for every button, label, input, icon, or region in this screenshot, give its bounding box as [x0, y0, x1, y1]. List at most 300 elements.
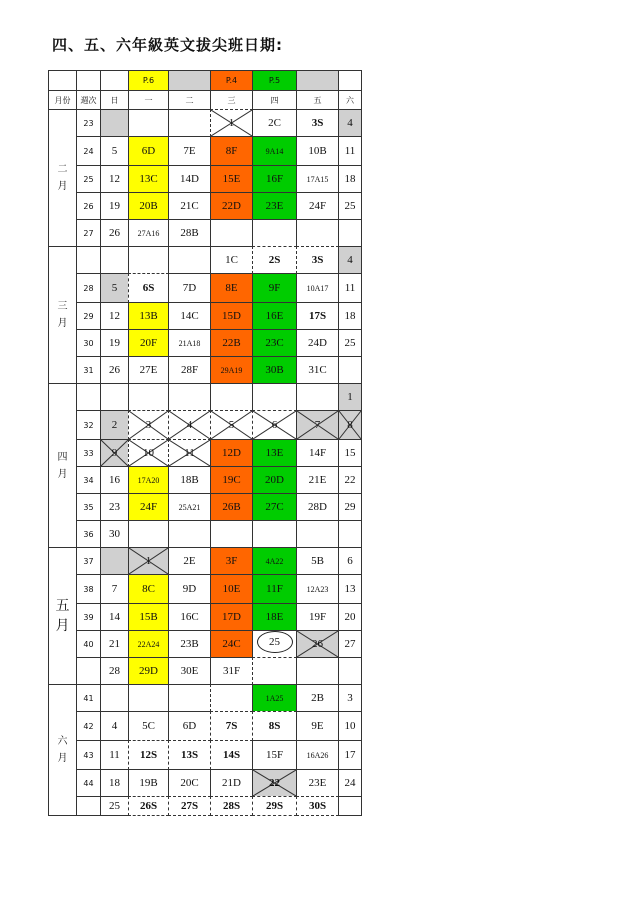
- date-cell: [210, 684, 253, 712]
- date-text: 21: [109, 638, 120, 650]
- date-cell: [338, 439, 362, 467]
- class-header-cell: P.5: [252, 70, 297, 91]
- date-cell: [168, 273, 211, 303]
- date-cell: [100, 383, 129, 411]
- date-cell: [296, 603, 339, 631]
- weekday-header-cell: 五: [296, 90, 339, 110]
- date-cell: [252, 740, 297, 770]
- date-cell: [338, 603, 362, 631]
- date-cell: [296, 192, 339, 220]
- date-text: 11: [184, 447, 195, 459]
- date-text: 4: [347, 254, 353, 266]
- month-label-char: 三: [57, 301, 68, 312]
- date-text: 7: [111, 583, 118, 595]
- week-number-cell: 26: [76, 192, 101, 220]
- date-cell: [296, 383, 339, 411]
- week-number-cell: 38: [76, 574, 101, 604]
- date-text: 14S: [222, 749, 241, 761]
- date-cell: [128, 547, 169, 575]
- date-text: 17: [344, 749, 356, 761]
- date-text: 26: [109, 227, 120, 239]
- date-cell: [128, 603, 169, 631]
- month-label-char: 月: [57, 181, 68, 192]
- date-cell: [252, 574, 297, 604]
- date-cell: [296, 439, 339, 467]
- date-cell: [252, 520, 297, 548]
- date-cell: [168, 657, 211, 685]
- date-cell: [252, 273, 297, 303]
- date-text: 15B: [139, 611, 158, 623]
- date-cell: [296, 219, 339, 247]
- month-label-char: 月: [57, 753, 68, 764]
- class-header-cell: [296, 70, 339, 91]
- date-text: 28: [109, 665, 120, 677]
- date-text: 14C: [180, 310, 199, 322]
- date-cell: [168, 520, 211, 548]
- weekday-header-cell: 一: [128, 90, 169, 110]
- week-number-cell: [76, 796, 101, 816]
- date-cell: [128, 439, 169, 467]
- week-number-cell: [76, 383, 101, 411]
- date-cell: [338, 740, 362, 770]
- date-text: 10A17: [306, 283, 329, 293]
- date-cell: [210, 630, 253, 658]
- date-text: 16C: [180, 611, 199, 623]
- date-text: 7S: [225, 720, 238, 732]
- date-cell: [338, 796, 362, 816]
- date-cell: [296, 520, 339, 548]
- month-label-char: 五: [55, 598, 70, 614]
- date-cell: [100, 740, 129, 770]
- date-cell: [128, 410, 169, 440]
- date-text: 17A15: [306, 174, 329, 184]
- date-text: 23: [109, 501, 120, 513]
- week-number-cell: 33: [76, 439, 101, 467]
- date-cell: [252, 439, 297, 467]
- date-text: 20C: [180, 777, 199, 789]
- date-cell: [210, 547, 253, 575]
- date-cell: [168, 302, 211, 330]
- date-cell: [296, 493, 339, 521]
- date-cell: [252, 796, 297, 816]
- date-cell: [100, 273, 129, 303]
- date-text: 19F: [308, 611, 327, 623]
- month-label: [48, 547, 77, 685]
- month-label-char: 四: [57, 451, 68, 463]
- week-number-cell: 34: [76, 466, 101, 494]
- date-cell: [210, 657, 253, 685]
- date-cell: [128, 302, 169, 330]
- week-number-cell: [76, 246, 101, 274]
- date-text: 11: [344, 145, 356, 157]
- week-number-cell: 29: [76, 302, 101, 330]
- date-cell: [252, 630, 297, 658]
- date-text: 9D: [182, 583, 197, 595]
- date-cell: [338, 246, 362, 274]
- date-text: 12D: [222, 447, 241, 459]
- date-cell: [210, 740, 253, 770]
- date-text: 5: [111, 145, 118, 157]
- month-label-char: 二: [57, 164, 68, 175]
- date-text: 12S: [139, 749, 158, 761]
- date-text: 4: [186, 419, 193, 431]
- date-text: 2C: [268, 117, 281, 129]
- date-text: 28S: [222, 800, 241, 812]
- date-cell: [128, 246, 169, 274]
- date-text: 6: [347, 555, 353, 567]
- date-cell: [338, 410, 362, 440]
- date-text: 1: [145, 555, 152, 567]
- week-number-cell: 31: [76, 356, 101, 384]
- week-number-cell: 40: [76, 630, 101, 658]
- class-header-cell: [338, 70, 362, 91]
- date-cell: [338, 165, 362, 193]
- date-text: 19B: [139, 777, 158, 789]
- date-text: 18: [344, 310, 356, 322]
- date-cell: [168, 574, 211, 604]
- date-cell: [252, 356, 297, 384]
- date-cell: [168, 684, 211, 712]
- week-number-cell: 39: [76, 603, 101, 631]
- date-cell: [128, 769, 169, 797]
- week-number-cell: 27: [76, 219, 101, 247]
- date-cell: [168, 246, 211, 274]
- date-text: 7: [314, 419, 321, 431]
- date-text: 31C: [308, 364, 327, 376]
- date-text: 23E: [265, 200, 284, 212]
- date-cell: [128, 329, 169, 357]
- date-text: 2S: [268, 254, 281, 266]
- date-cell: [296, 574, 339, 604]
- date-cell: [210, 466, 253, 494]
- date-cell: [100, 246, 129, 274]
- date-text: 9A14: [265, 146, 284, 156]
- date-text: 4: [347, 117, 353, 129]
- date-text: 14: [109, 611, 120, 623]
- date-text: 15: [344, 447, 356, 459]
- date-cell: [168, 356, 211, 384]
- date-cell: [210, 273, 253, 303]
- date-text: 12: [109, 310, 120, 322]
- date-cell: [296, 769, 339, 797]
- date-text: 9E: [311, 720, 324, 732]
- date-cell: [252, 302, 297, 330]
- date-text: 16E: [265, 310, 284, 322]
- month-label-char: 月: [57, 468, 68, 480]
- date-cell: [168, 466, 211, 494]
- date-text: 3S: [311, 254, 324, 266]
- date-text: 29S: [265, 800, 284, 812]
- date-cell: [338, 109, 362, 137]
- date-cell: [100, 657, 129, 685]
- date-text: 27: [344, 638, 356, 650]
- weekday-header-cell: 三: [210, 90, 253, 110]
- week-number-cell: [76, 657, 101, 685]
- date-text: 17D: [222, 611, 241, 623]
- date-cell: [168, 740, 211, 770]
- date-cell: [168, 165, 211, 193]
- date-cell: [296, 273, 339, 303]
- date-text: 28F: [180, 364, 199, 376]
- date-text: 10B: [308, 145, 327, 157]
- date-cell: [100, 684, 129, 712]
- date-cell: [100, 329, 129, 357]
- date-cell: [210, 329, 253, 357]
- date-text: 5: [228, 419, 235, 431]
- date-cell: [338, 356, 362, 384]
- date-text: 24F: [139, 501, 158, 513]
- date-text: 9: [111, 447, 118, 459]
- date-text: 22: [269, 777, 280, 789]
- date-text: 16A26: [306, 750, 329, 760]
- date-text: 9F: [268, 282, 281, 294]
- date-text: 13B: [139, 310, 158, 322]
- date-text: 10: [143, 447, 154, 459]
- date-text: 18: [109, 777, 120, 789]
- date-text: 21E: [308, 474, 327, 486]
- date-cell: [338, 493, 362, 521]
- date-cell: [296, 136, 339, 166]
- date-cell: [210, 219, 253, 247]
- date-cell: [252, 192, 297, 220]
- date-text: 8C: [142, 583, 155, 595]
- date-cell: [296, 246, 339, 274]
- date-cell: [128, 136, 169, 166]
- date-cell: [100, 574, 129, 604]
- date-text: 12A23: [306, 584, 329, 594]
- date-cell: [338, 466, 362, 494]
- date-cell: [100, 796, 129, 816]
- date-cell: [100, 302, 129, 330]
- date-cell: [100, 603, 129, 631]
- date-cell: [128, 657, 169, 685]
- date-cell: [338, 630, 362, 658]
- date-text: 29: [344, 501, 356, 513]
- date-text: 10: [344, 720, 356, 732]
- date-cell: [128, 466, 169, 494]
- class-header-cell: P.4: [210, 70, 253, 91]
- month-label: [48, 684, 77, 816]
- date-text: 18E: [265, 611, 284, 623]
- date-text: 16F: [265, 173, 284, 185]
- date-text: 21D: [222, 777, 241, 789]
- date-cell: [296, 657, 339, 685]
- date-text: 25: [109, 800, 120, 812]
- date-text: 22A24: [137, 639, 160, 649]
- date-text: 22D: [222, 200, 241, 212]
- date-cell: [296, 165, 339, 193]
- date-text: 27C: [265, 501, 284, 513]
- date-text: 13C: [139, 173, 158, 185]
- date-cell: [338, 711, 362, 741]
- circled-date: 25: [257, 631, 293, 653]
- week-number-cell: 37: [76, 547, 101, 575]
- date-text: 25A21: [178, 502, 201, 512]
- date-text: 19: [109, 200, 120, 212]
- date-cell: [128, 711, 169, 741]
- date-cell: [100, 136, 129, 166]
- class-header-cell: [168, 70, 211, 91]
- date-cell: [296, 630, 339, 658]
- week-number-cell: 42: [76, 711, 101, 741]
- month-label-char: 月: [57, 318, 68, 329]
- date-text: 24F: [308, 200, 327, 212]
- calendar-table: [48, 70, 361, 825]
- date-text: 24: [344, 777, 356, 789]
- week-number-cell: 36: [76, 520, 101, 548]
- date-cell: [338, 520, 362, 548]
- date-text: 19: [109, 337, 120, 349]
- date-text: 29A19: [220, 365, 243, 375]
- date-cell: [210, 520, 253, 548]
- date-cell: [296, 329, 339, 357]
- date-cell: [168, 219, 211, 247]
- date-cell: [252, 219, 297, 247]
- date-text: 15F: [265, 749, 284, 761]
- week-number-cell: 30: [76, 329, 101, 357]
- date-cell: [100, 493, 129, 521]
- date-text: 6D: [141, 145, 156, 157]
- date-cell: [128, 740, 169, 770]
- date-cell: [128, 219, 169, 247]
- date-text: 13S: [180, 749, 199, 761]
- date-cell: [100, 165, 129, 193]
- date-cell: [100, 630, 129, 658]
- date-cell: [210, 769, 253, 797]
- date-text: 26: [312, 638, 323, 650]
- date-text: 24D: [308, 337, 327, 349]
- date-cell: [100, 711, 129, 741]
- week-number-cell: 25: [76, 165, 101, 193]
- date-text: 28D: [308, 501, 327, 513]
- date-text: 26B: [222, 501, 241, 513]
- date-text: 28B: [180, 227, 199, 239]
- date-text: 4: [111, 720, 118, 732]
- date-cell: [100, 410, 129, 440]
- date-cell: [210, 603, 253, 631]
- date-text: 27E: [139, 364, 158, 376]
- date-cell: [252, 136, 297, 166]
- date-cell: [338, 136, 362, 166]
- week-number-cell: 43: [76, 740, 101, 770]
- date-text: 5C: [142, 720, 155, 732]
- date-text: 30S: [308, 800, 327, 812]
- date-text: 6D: [182, 720, 197, 732]
- date-cell: [100, 769, 129, 797]
- date-cell: [338, 302, 362, 330]
- week-number-cell: 44: [76, 769, 101, 797]
- date-text: 12: [109, 173, 120, 185]
- date-text: 2E: [183, 555, 196, 567]
- date-cell: [210, 383, 253, 411]
- date-cell: [168, 796, 211, 816]
- week-number-cell: 24: [76, 136, 101, 166]
- date-text: 14F: [308, 447, 327, 459]
- date-text: 8F: [225, 145, 238, 157]
- date-cell: [128, 273, 169, 303]
- date-cell: [296, 302, 339, 330]
- date-text: 10E: [222, 583, 241, 595]
- month-label-char: 六: [57, 736, 68, 747]
- date-cell: [100, 520, 129, 548]
- date-text: 21C: [180, 200, 199, 212]
- date-text: 16: [109, 474, 120, 486]
- date-cell: [296, 796, 339, 816]
- date-cell: [252, 684, 297, 712]
- date-text: 23E: [308, 777, 327, 789]
- date-text: 6: [271, 419, 278, 431]
- date-cell: [338, 769, 362, 797]
- class-header-cell: [48, 70, 77, 91]
- date-cell: [100, 439, 129, 467]
- date-text: 23B: [180, 638, 199, 650]
- date-text: 11: [109, 749, 120, 761]
- month-label-char: 月: [55, 618, 70, 634]
- date-cell: [252, 547, 297, 575]
- date-text: 13: [344, 583, 356, 595]
- date-text: 1: [228, 117, 235, 129]
- date-cell: [338, 192, 362, 220]
- date-text: 1A25: [265, 693, 284, 703]
- date-cell: [252, 246, 297, 274]
- date-cell: [128, 356, 169, 384]
- date-text: 23C: [265, 337, 284, 349]
- date-cell: [252, 711, 297, 741]
- date-cell: [296, 711, 339, 741]
- date-cell: [338, 574, 362, 604]
- date-cell: [338, 383, 362, 411]
- date-text: 31F: [222, 665, 241, 677]
- month-label: [48, 246, 77, 384]
- page-title: 四、五、六年級英文拔尖班日期:: [52, 36, 284, 54]
- weekday-header-cell: 四: [252, 90, 297, 110]
- week-number-cell: 41: [76, 684, 101, 712]
- date-text: 8S: [268, 720, 281, 732]
- date-cell: [296, 109, 339, 137]
- week-number-cell: 23: [76, 109, 101, 137]
- date-text: 19C: [222, 474, 241, 486]
- date-cell: [252, 329, 297, 357]
- date-text: 22: [344, 474, 356, 486]
- date-cell: [168, 769, 211, 797]
- date-cell: [210, 574, 253, 604]
- date-text: 24C: [222, 638, 241, 650]
- date-text: 3S: [311, 117, 324, 129]
- date-text: 20F: [139, 337, 158, 349]
- date-text: 29D: [139, 665, 158, 677]
- date-text: 7D: [182, 282, 197, 294]
- date-cell: [128, 684, 169, 712]
- date-cell: [210, 493, 253, 521]
- date-cell: [128, 192, 169, 220]
- date-cell: [252, 657, 297, 685]
- date-cell: [168, 711, 211, 741]
- date-text: 3: [145, 419, 152, 431]
- date-cell: [100, 109, 129, 137]
- date-cell: [100, 356, 129, 384]
- date-cell: [296, 740, 339, 770]
- date-text: 3F: [225, 555, 238, 567]
- date-cell: [252, 109, 297, 137]
- date-text: 5: [111, 282, 118, 294]
- date-text: 1C: [225, 254, 238, 266]
- date-text: 6S: [142, 282, 155, 294]
- weekday-header-cell: 月份: [48, 90, 77, 110]
- date-cell: [128, 630, 169, 658]
- class-header-cell: P.6: [128, 70, 169, 91]
- week-number-cell: 28: [76, 273, 101, 303]
- date-cell: [168, 109, 211, 137]
